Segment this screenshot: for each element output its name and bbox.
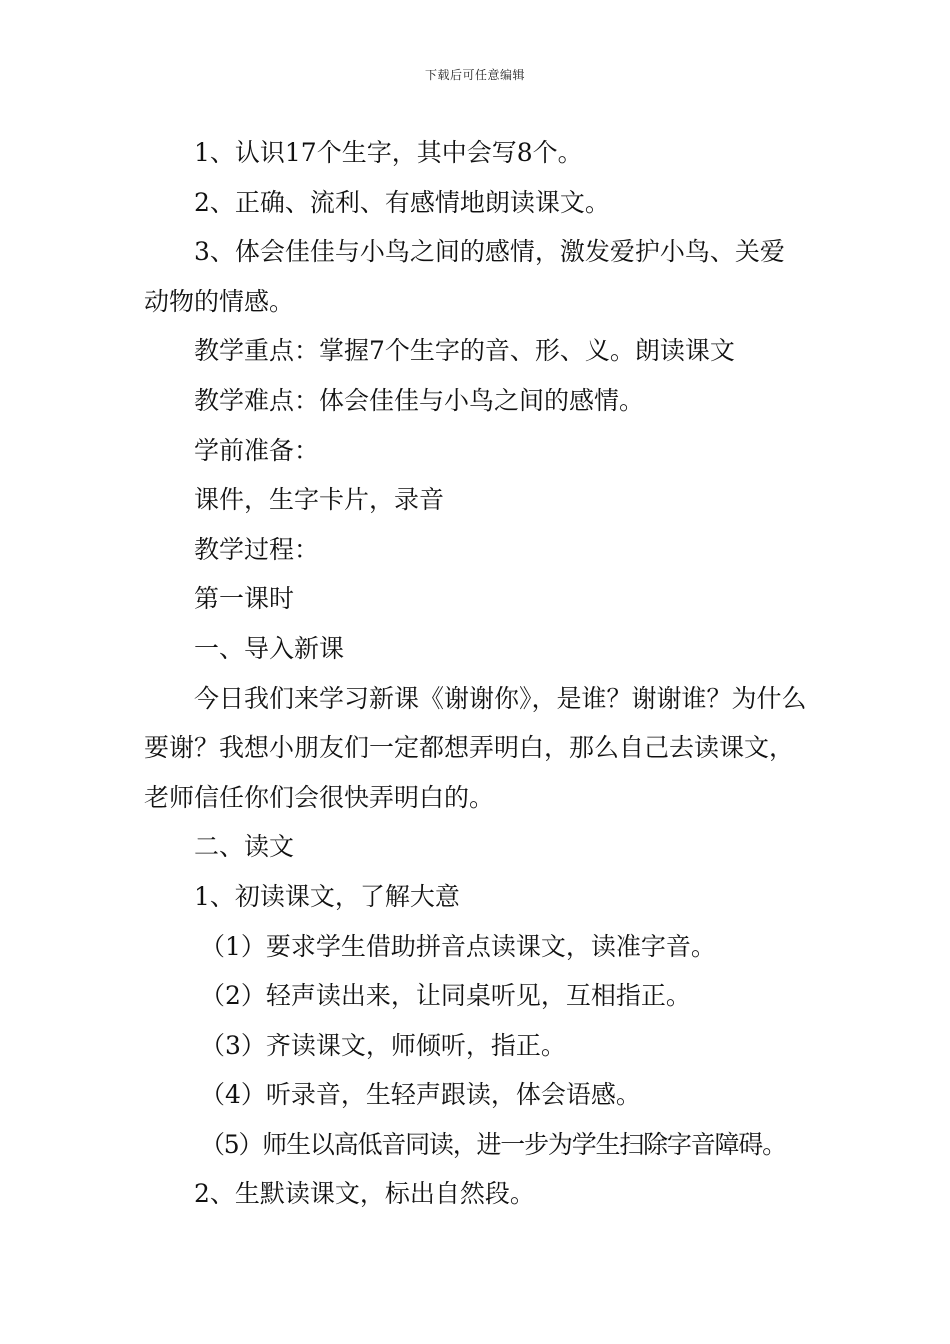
paragraph: 课件，生字卡片，录音 xyxy=(194,485,445,515)
paragraph: 学前准备： xyxy=(194,435,320,465)
paragraph: 3、体会佳佳与小鸟之间的感情，激发爱护小鸟、关爱动物的情感。 xyxy=(144,237,785,316)
paragraph: 教学难点：体会佳佳与小鸟之间的感情。 xyxy=(194,385,645,415)
list-item: （5）师生以高低音同读，进一步为学生扫除字音障碍。 xyxy=(200,1129,786,1159)
paragraph: 第一课时 xyxy=(194,584,295,614)
paragraph: 教学过程： xyxy=(194,534,320,564)
paragraph: 教学重点：掌握7个生字的音、形、义。朗读课文 xyxy=(194,336,735,366)
paragraph: 1、认识17个生字，其中会写8个。 xyxy=(194,138,583,167)
list-item: （2）轻声读出来，让同桌听见，互相指正。 xyxy=(200,981,691,1011)
list-item: （3）齐读课文，师倾听，指正。 xyxy=(200,1030,566,1060)
section-heading: 二、读文 xyxy=(194,832,295,862)
list-item: （4）听录音，生轻声跟读，体会语感。 xyxy=(200,1080,641,1110)
paragraph: 今日我们来学习新课《谢谢你》，是谁？谢谢谁？为什么要谢？我想小朋友们一定都想弄明白，那么自己去读课文，老师信任你们会很快弄明白的。 xyxy=(144,683,807,812)
paragraph: 2、正确、流利、有感情地朗读课文。 xyxy=(194,187,610,217)
document-body xyxy=(144,128,809,1219)
paragraph: 1、初读课文，了解大意 xyxy=(194,881,460,911)
paragraph: 2、生默读课文，标出自然段。 xyxy=(194,1179,535,1209)
list-item: （1）要求学生借助拼音点读课文，读准字音。 xyxy=(200,931,716,961)
section-heading: 一、导入新课 xyxy=(194,633,345,663)
page-header: 下载后可任意编辑 xyxy=(424,68,525,82)
